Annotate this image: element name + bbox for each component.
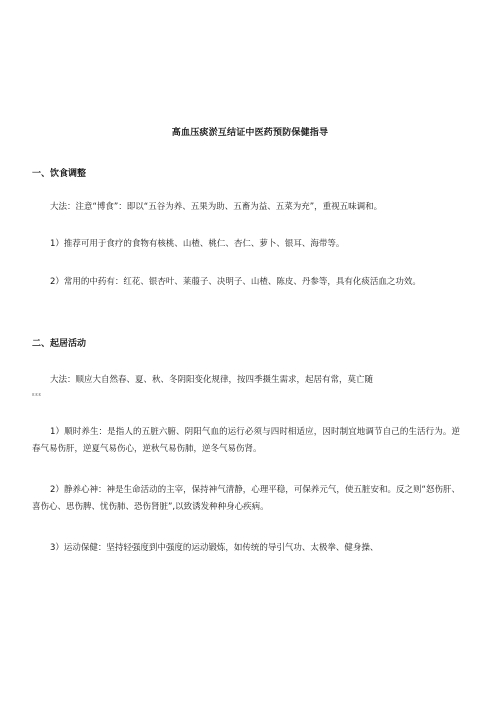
diet-foods-paragraph: 1）推荐可用于食疗的食物有核桃、山楂、桃仁、杏仁、萝卜、银耳、海带等。 <box>50 239 345 249</box>
stray-mark: ɛɛɛ <box>32 392 42 398</box>
diet-principle-paragraph: 大法：注意“博食”：即以“五谷为养、五果为助、五畜为益、五菜为充”，重视五味调和。 <box>50 202 383 212</box>
lifestyle-seasonal-paragraph: 1）顺时养生：是指人的五脏六腑、阴阳气血的运行必须与四时相适应，因时制宜地调节自己的生活行为。逆春气易伤肝，逆夏气易伤心，逆秋气易伤肺，逆冬气易伤肾。 <box>32 427 460 454</box>
lifestyle-mind-paragraph: 2）静养心神：神是生命活动的主宰，保持神气清静，心理平稳，可保养元气，使五脏安和。反之则“怒伤肝、喜伤心、思伤脾、忧伤肺、恐伤肾脏”,以致诱发种种身心疾病。 <box>32 485 460 512</box>
section-heading-lifestyle: 二、起居活动 <box>32 339 87 349</box>
section-heading-diet: 一、饮食调整 <box>32 169 87 179</box>
lifestyle-principle-paragraph: 大法：顺应大自然春、夏、秋、冬阴阳变化规律，按四季摄生需求，起居有常，莫亡随 <box>50 375 374 385</box>
document-title: 高血压痰淤互结证中医药预防保健指导 <box>171 128 329 138</box>
diet-herbs-paragraph: 2）常用的中药有：红花、银杏叶、莱菔子、决明子、山楂、陈皮、丹参等，具有化痰活血之功效。 <box>50 277 421 287</box>
lifestyle-exercise-paragraph: 3）运动保健：坚持轻强度到中强度的运动锻炼，如传统的导引气功、太极拳、健身操、 <box>50 543 379 553</box>
